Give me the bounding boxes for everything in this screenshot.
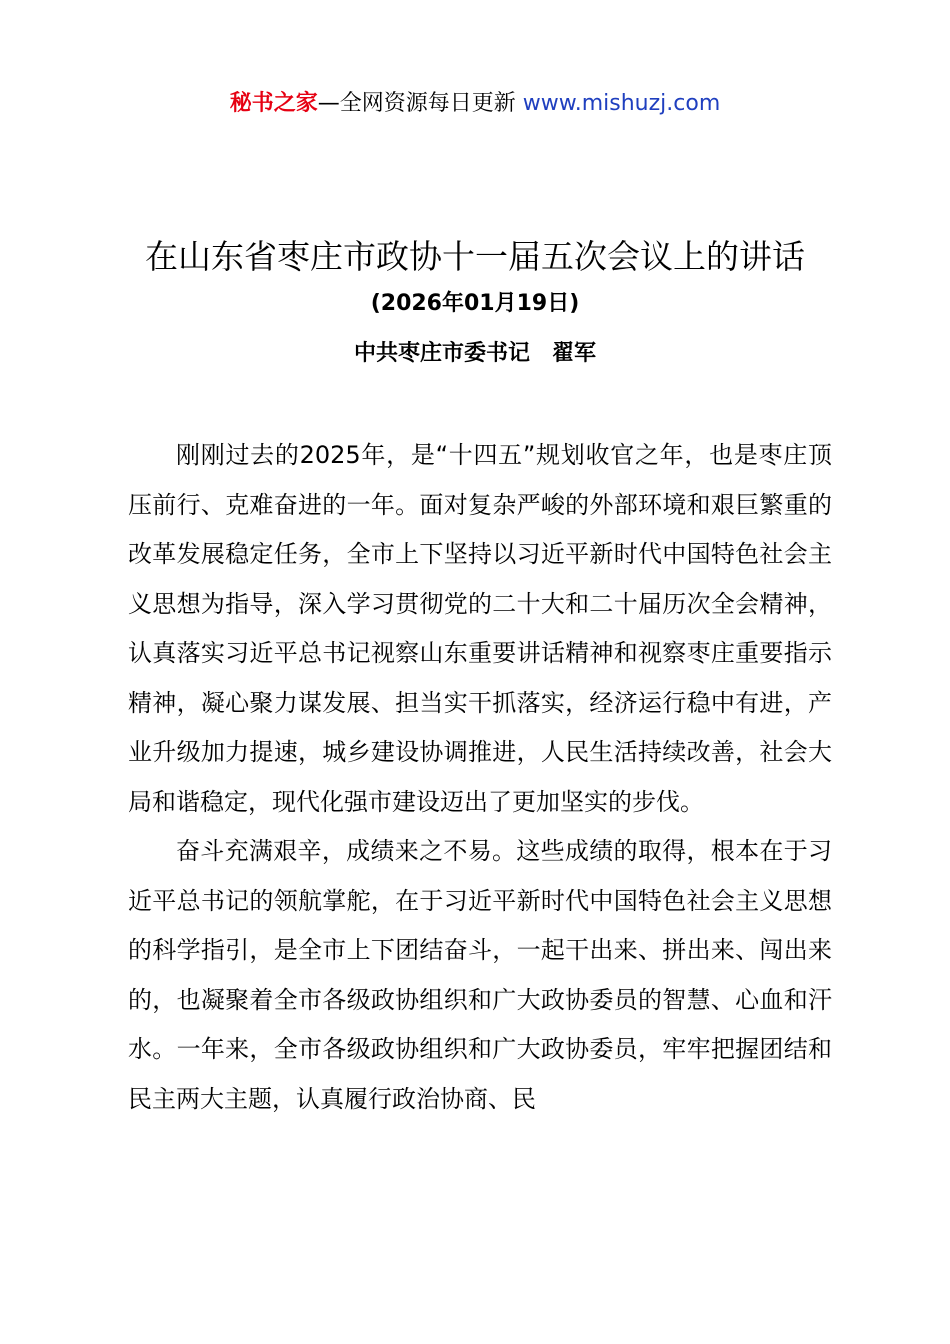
document-author: 中共枣庄市委书记 翟军	[353, 341, 596, 366]
site-tagline: —全网资源每日更新	[317, 91, 523, 116]
body-paragraph: 奋斗充满艰辛，成绩来之不易。这些成绩的取得，根本在于习近平总书记的领航掌舵，在于习近平新时代中国特色社会主义思想的科学指引，是全市上下团结奋斗，一起干出来、拼出来、闯出来的，也凝聚着全市各级政协组织和广大政协委员的智慧、心血和汗水。一年来，全市各级政协组织和广大政协委员，牢牢把握团结和民主两大主题，认真履行政治协商、民	[128, 837, 832, 1113]
site-header	[0, 88, 950, 120]
document-title: 在山东省枣庄市政协十一届五次会议上的讲话	[145, 237, 805, 276]
document-date: (2026年01月19日)	[370, 291, 580, 316]
site-brand: 秘书之家	[229, 91, 318, 116]
site-url-link[interactable]: www.mishuzj.com	[522, 91, 721, 116]
body-paragraph: 刚刚过去的2025年，是“十四五”规划收官之年，也是枣庄顶压前行、克难奋进的一年。面对复杂严峻的外部环境和艰巨繁重的改革发展稳定任务，全市上下坚持以习近平新时代中国特色社会主义思想为指导，深入学习贯彻党的二十大和二十届历次全会精神，认真落实习近平总书记视察山东重要讲话精神和视察枣庄重要指示精神，凝心聚力谋发展、担当实干抓落实，经济运行稳中有进，产业升级加力提速，城乡建设协调推进，人民生活持续改善，社会大局和谐稳定，现代化强市建设迈出了更加坚实的步伐。	[128, 441, 832, 816]
document-body	[128, 431, 832, 1124]
